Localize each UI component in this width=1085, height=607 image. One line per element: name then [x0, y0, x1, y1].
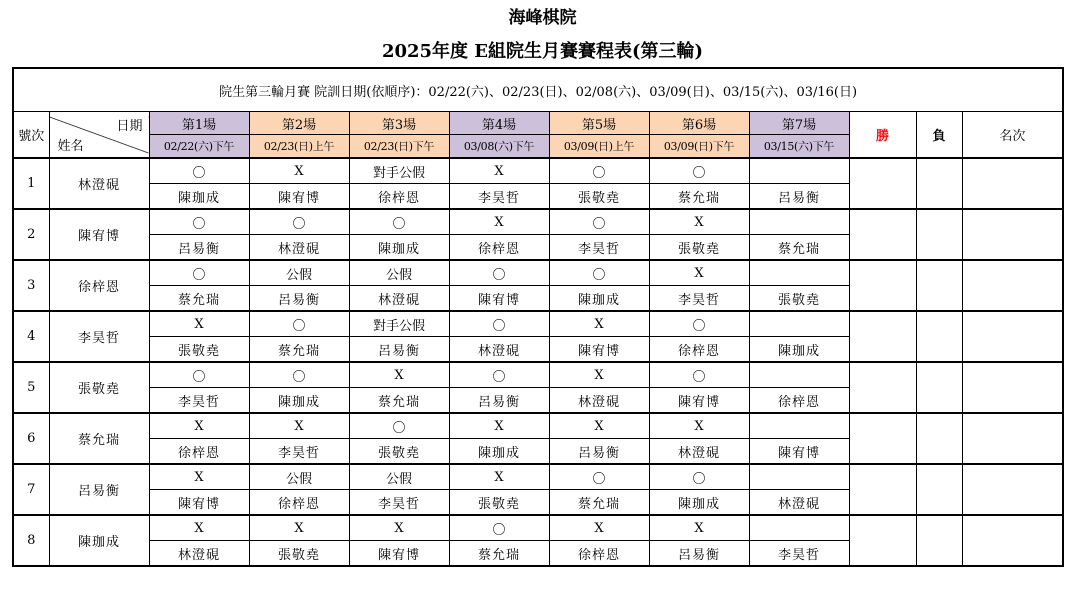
match-opponent: 陳宥博 [549, 337, 649, 363]
match-opponent: 陳宥博 [649, 388, 749, 414]
match-opponent: 徐梓恩 [449, 235, 549, 261]
player-number: 7 [13, 464, 49, 515]
match-opponent: 陳宥博 [249, 184, 349, 210]
school-title: 海峰棋院 [508, 8, 577, 28]
win-count [849, 362, 916, 413]
match-result: 〇 [349, 413, 449, 439]
rank-value [962, 515, 1063, 566]
match-opponent: 陳珈成 [749, 337, 849, 363]
header-lose: 負 [916, 112, 962, 159]
match-result [749, 311, 849, 337]
player-result-row [13, 260, 1063, 286]
rank-value [962, 158, 1063, 209]
match-opponent: 張敬堯 [649, 235, 749, 261]
match-opponent: 蔡允瑞 [149, 286, 249, 312]
match-result: 〇 [549, 158, 649, 184]
match-opponent: 蔡允瑞 [449, 541, 549, 567]
match-result: 〇 [649, 362, 749, 388]
win-count [849, 413, 916, 464]
match-result: X [449, 413, 549, 439]
match-result: 〇 [449, 311, 549, 337]
match-result: 〇 [149, 362, 249, 388]
round-date: 03/08(六)下午 [449, 135, 549, 159]
player-number: 3 [13, 260, 49, 311]
player-number: 5 [13, 362, 49, 413]
match-opponent: 徐梓恩 [149, 439, 249, 465]
player-number: 4 [13, 311, 49, 362]
match-opponent: 陳宥博 [449, 286, 549, 312]
player-number: 8 [13, 515, 49, 566]
rank-value [962, 311, 1063, 362]
match-opponent: 陳宥博 [149, 490, 249, 516]
match-opponent: 蔡允瑞 [249, 337, 349, 363]
match-result: 〇 [149, 158, 249, 184]
match-opponent: 蔡允瑞 [649, 184, 749, 210]
match-result: X [449, 209, 549, 235]
match-result: 〇 [149, 260, 249, 286]
match-opponent: 陳珈成 [249, 388, 349, 414]
header-win: 勝 [849, 112, 916, 159]
round-label: 第6場 [649, 112, 749, 135]
match-opponent: 陳珈成 [149, 184, 249, 210]
match-opponent: 呂易衡 [549, 439, 649, 465]
match-result: X [549, 515, 649, 541]
match-result [749, 464, 849, 490]
match-opponent: 呂易衡 [149, 235, 249, 261]
match-result: 對手公假 [349, 158, 449, 184]
match-opponent: 蔡允瑞 [349, 388, 449, 414]
match-result [749, 413, 849, 439]
player-result-row [13, 209, 1063, 235]
header-name-label: 姓名 [57, 139, 84, 154]
round-label: 第1場 [149, 112, 249, 135]
match-opponent: 張敬堯 [249, 541, 349, 567]
match-opponent: 林澄硯 [649, 439, 749, 465]
match-opponent: 李昊哲 [549, 235, 649, 261]
round-date: 02/23(日)下午 [349, 135, 449, 159]
match-result: 〇 [549, 209, 649, 235]
player-name: 陳珈成 [49, 515, 149, 566]
player-result-row [13, 158, 1063, 184]
match-result [749, 362, 849, 388]
match-opponent: 呂易衡 [449, 388, 549, 414]
header-date-name [49, 112, 149, 159]
rank-value [962, 209, 1063, 260]
win-count [849, 515, 916, 566]
schedule-title: 2025年度 E組院生月賽賽程表(第三輪) [381, 41, 704, 62]
round-date: 02/22(六)下午 [149, 135, 249, 159]
win-count [849, 311, 916, 362]
match-result: 〇 [249, 209, 349, 235]
match-opponent: 呂易衡 [249, 286, 349, 312]
match-opponent: 林澄硯 [349, 286, 449, 312]
match-result: 公假 [249, 464, 349, 490]
match-result: X [249, 413, 349, 439]
match-opponent: 林澄硯 [149, 541, 249, 567]
match-result: X [349, 362, 449, 388]
match-opponent: 林澄硯 [549, 388, 649, 414]
match-result [749, 260, 849, 286]
round-date: 02/23(日)上午 [249, 135, 349, 159]
match-result: 〇 [349, 209, 449, 235]
match-result: X [149, 413, 249, 439]
match-result: X [449, 464, 549, 490]
round-date: 03/15(六)下午 [749, 135, 849, 159]
player-name: 張敬堯 [49, 362, 149, 413]
win-count [849, 464, 916, 515]
player-result-row [13, 464, 1063, 490]
match-opponent: 徐梓恩 [749, 388, 849, 414]
match-result [749, 158, 849, 184]
player-name: 陳宥博 [49, 209, 149, 260]
player-name: 李昊哲 [49, 311, 149, 362]
match-opponent: 陳珈成 [649, 490, 749, 516]
match-opponent: 徐梓恩 [249, 490, 349, 516]
player-result-row [13, 311, 1063, 337]
match-opponent: 張敬堯 [549, 184, 649, 210]
rank-value [962, 464, 1063, 515]
match-opponent: 呂易衡 [349, 337, 449, 363]
rank-value [962, 362, 1063, 413]
match-result: 〇 [649, 464, 749, 490]
match-result: 公假 [249, 260, 349, 286]
match-result: X [549, 311, 649, 337]
match-result: 對手公假 [349, 311, 449, 337]
round-label: 第5場 [549, 112, 649, 135]
win-count [849, 209, 916, 260]
player-name: 呂易衡 [49, 464, 149, 515]
round-date: 03/09(日)下午 [649, 135, 749, 159]
match-opponent: 陳珈成 [549, 286, 649, 312]
win-count [849, 260, 916, 311]
match-result: X [149, 311, 249, 337]
match-opponent: 徐梓恩 [549, 541, 649, 567]
match-opponent: 張敬堯 [349, 439, 449, 465]
round-date: 03/09(日)上午 [549, 135, 649, 159]
lose-count [916, 158, 962, 209]
rank-value [962, 260, 1063, 311]
match-result: X [549, 362, 649, 388]
match-result: X [549, 413, 649, 439]
player-number: 2 [13, 209, 49, 260]
lose-count [916, 311, 962, 362]
match-opponent: 陳宥博 [349, 541, 449, 567]
rank-value [962, 413, 1063, 464]
round-label: 第2場 [249, 112, 349, 135]
training-dates-notice: 院生第三輪月賽 院訓日期(依順序)：02/22(六)、02/23(日)、02/08(六)、03/09(日)、03/15(六)、03/16(日) [13, 68, 1063, 112]
lose-count [916, 515, 962, 566]
player-name: 林澄硯 [49, 158, 149, 209]
match-result: X [649, 515, 749, 541]
match-opponent: 林澄硯 [249, 235, 349, 261]
match-result: 〇 [549, 464, 649, 490]
match-result: X [149, 515, 249, 541]
match-opponent: 林澄硯 [449, 337, 549, 363]
round-label: 第3場 [349, 112, 449, 135]
match-result: 〇 [649, 158, 749, 184]
match-opponent: 徐梓恩 [349, 184, 449, 210]
match-opponent: 徐梓恩 [649, 337, 749, 363]
match-result: 〇 [449, 515, 549, 541]
match-opponent: 陳珈成 [449, 439, 549, 465]
lose-count [916, 260, 962, 311]
match-result: 〇 [249, 311, 349, 337]
match-result: 〇 [649, 311, 749, 337]
match-result: X [649, 413, 749, 439]
match-result: X [149, 464, 249, 490]
match-result: X [249, 515, 349, 541]
match-opponent: 呂易衡 [749, 184, 849, 210]
match-result: 〇 [449, 260, 549, 286]
match-result: 公假 [349, 260, 449, 286]
match-opponent: 林澄硯 [749, 490, 849, 516]
lose-count [916, 464, 962, 515]
match-opponent: 李昊哲 [149, 388, 249, 414]
match-opponent: 張敬堯 [749, 286, 849, 312]
player-name: 蔡允瑞 [49, 413, 149, 464]
player-name: 徐梓恩 [49, 260, 149, 311]
match-result [749, 209, 849, 235]
match-result: X [349, 515, 449, 541]
player-number: 6 [13, 413, 49, 464]
header-date-label: 日期 [116, 119, 143, 134]
player-number: 1 [13, 158, 49, 209]
match-opponent: 呂易衡 [649, 541, 749, 567]
match-result: 〇 [249, 362, 349, 388]
match-opponent: 李昊哲 [749, 541, 849, 567]
match-result: X [449, 158, 549, 184]
round-label: 第7場 [749, 112, 849, 135]
match-opponent: 張敬堯 [449, 490, 549, 516]
schedule-table [12, 67, 1064, 567]
match-opponent: 李昊哲 [649, 286, 749, 312]
match-result: X [249, 158, 349, 184]
match-opponent: 陳珈成 [349, 235, 449, 261]
match-result: X [649, 209, 749, 235]
round-label: 第4場 [449, 112, 549, 135]
header-rank: 名次 [962, 112, 1063, 159]
match-opponent: 蔡允瑞 [749, 235, 849, 261]
match-result: 〇 [549, 260, 649, 286]
match-result [749, 515, 849, 541]
player-result-row [13, 515, 1063, 541]
player-result-row [13, 413, 1063, 439]
match-result: 公假 [349, 464, 449, 490]
match-opponent: 蔡允瑞 [549, 490, 649, 516]
match-opponent: 李昊哲 [349, 490, 449, 516]
match-result: X [649, 260, 749, 286]
match-result: 〇 [149, 209, 249, 235]
match-opponent: 陳宥博 [749, 439, 849, 465]
win-count [849, 158, 916, 209]
lose-count [916, 413, 962, 464]
match-opponent: 李昊哲 [449, 184, 549, 210]
match-opponent: 李昊哲 [249, 439, 349, 465]
lose-count [916, 362, 962, 413]
player-result-row [13, 362, 1063, 388]
match-result: 〇 [449, 362, 549, 388]
match-opponent: 張敬堯 [149, 337, 249, 363]
lose-count [916, 209, 962, 260]
header-num: 號次 [13, 112, 49, 159]
